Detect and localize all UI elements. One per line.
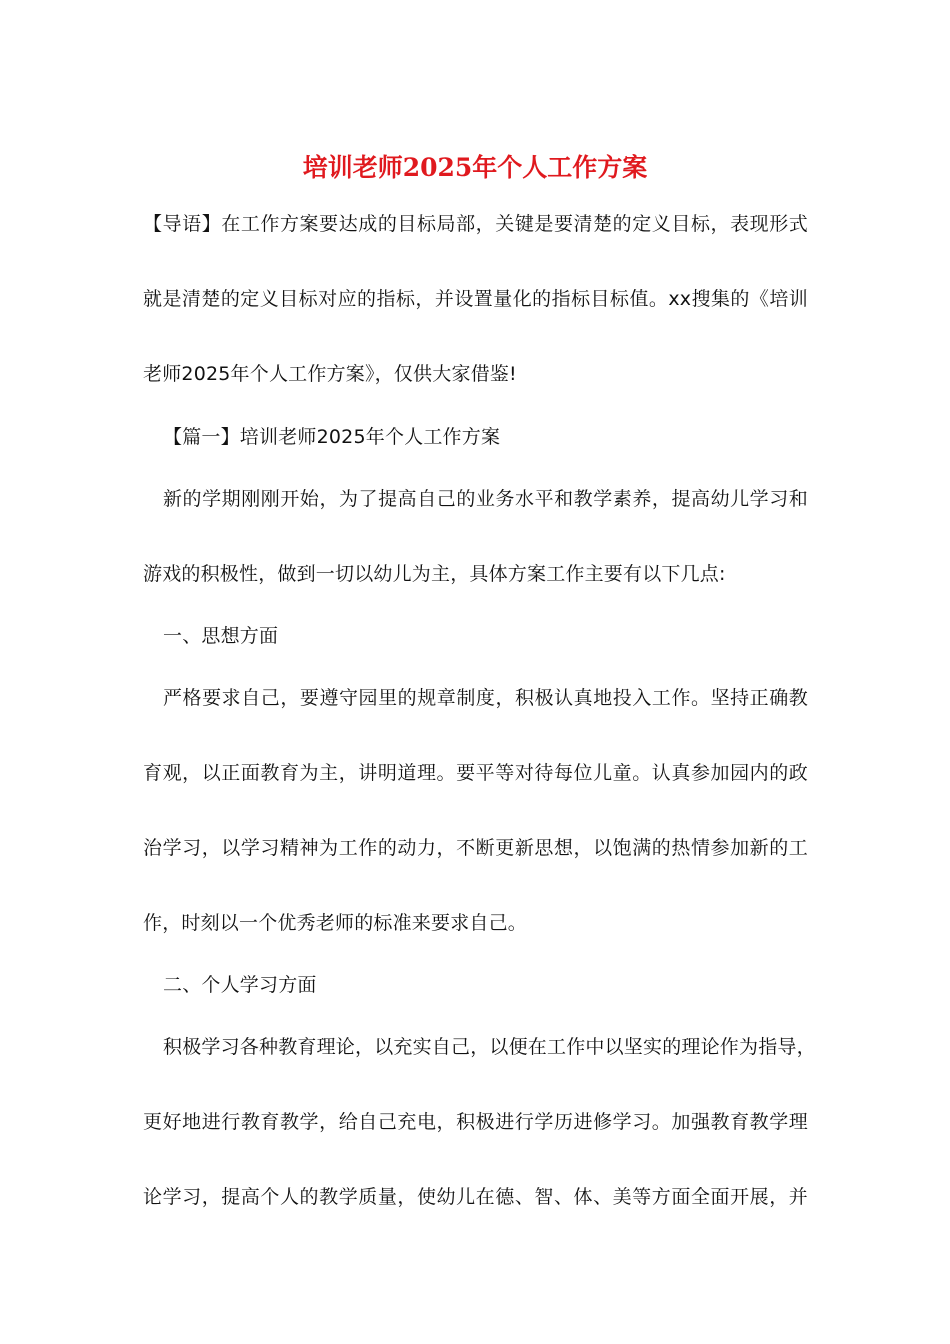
- intro-line-3: 老师2025年个人工作方案》，仅供大家借鉴!: [143, 363, 517, 385]
- document-title: 培训老师2025年个人工作方案: [302, 153, 648, 182]
- paragraph-1-line-1: 新的学期刚刚开始，为了提高自己的业务水平和教学素养，提高幼儿学习和: [163, 488, 808, 510]
- paragraph-3-line-2: 更好地进行教育教学，给自己充电，积极进行学历进修学习。加强教育教学理: [143, 1111, 808, 1133]
- paragraph-3-line-1: 积极学习各种教育理论，以充实自己，以便在工作中以坚实的理论作为指导，: [163, 1036, 816, 1058]
- paragraph-1-line-2: 游戏的积极性，做到一切以幼儿为主，具体方案工作主要有以下几点:: [143, 563, 726, 585]
- paragraph-2-line-1: 严格要求自己，要遵守园里的规章制度，积极认真地投入工作。坚持正确教: [163, 687, 808, 709]
- section-heading-part-one: 【篇一】培训老师2025年个人工作方案: [163, 426, 501, 448]
- section-heading-study: 二、个人学习方面: [163, 974, 317, 996]
- paragraph-2-line-3: 治学习，以学习精神为工作的动力，不断更新思想，以饱满的热情参加新的工: [143, 837, 808, 859]
- paragraph-2-line-4: 作，时刻以一个优秀老师的标准来要求自己。: [143, 912, 528, 934]
- paragraph-2-line-2: 育观，以正面教育为主，讲明道理。要平等对待每位儿童。认真参加园内的政: [143, 762, 808, 784]
- intro-line-1: 【导语】在工作方案要达成的目标局部，关键是要清楚的定义目标，表现形式: [143, 213, 808, 235]
- paragraph-3-line-3: 论学习，提高个人的教学质量，使幼儿在德、智、体、美等方面全面开展，并: [143, 1186, 808, 1208]
- intro-line-2: 就是清楚的定义目标对应的指标，并设置量化的指标目标值。xx搜集的《培训: [143, 288, 808, 310]
- section-heading-thought: 一、思想方面: [163, 625, 279, 647]
